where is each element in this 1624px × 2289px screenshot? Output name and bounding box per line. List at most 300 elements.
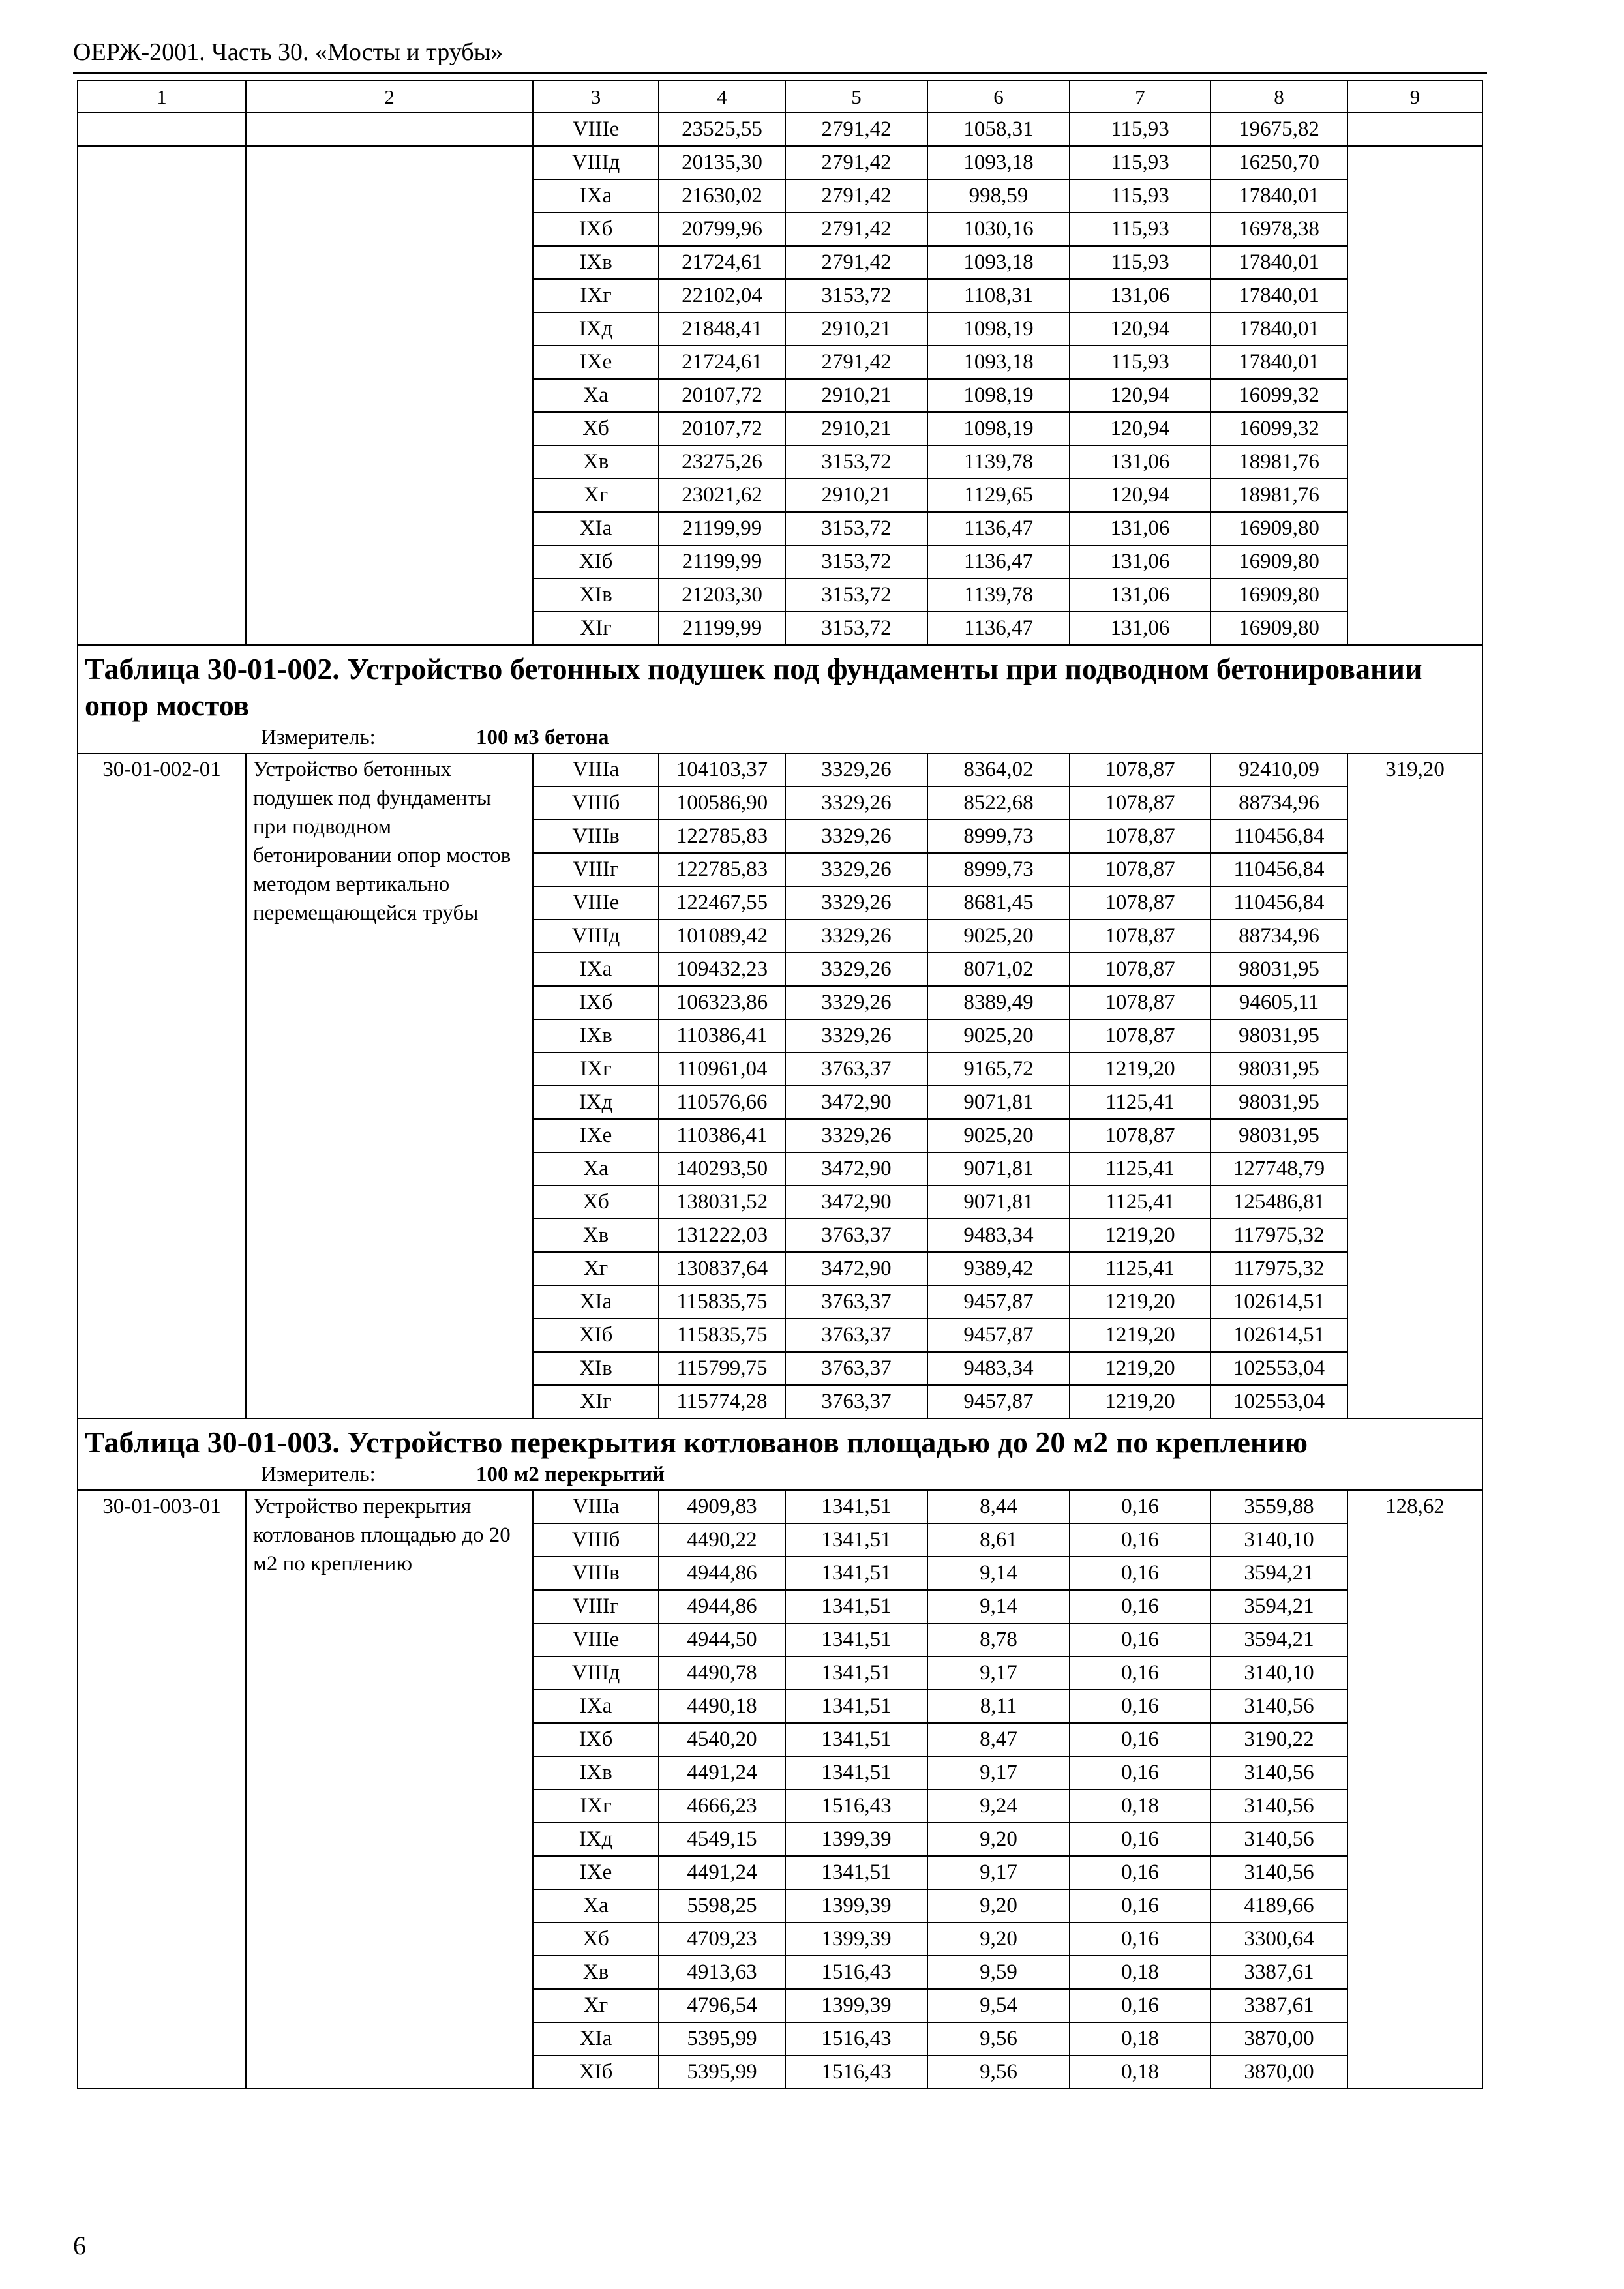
value-cell: 1125,41 bbox=[1070, 1186, 1210, 1219]
value-cell: 20107,72 bbox=[659, 379, 785, 412]
value-cell: 1219,20 bbox=[1070, 1352, 1210, 1385]
value-cell: 21203,30 bbox=[659, 578, 785, 612]
value-cell: 106323,86 bbox=[659, 986, 785, 1019]
value-cell: 0,18 bbox=[1070, 1956, 1210, 1989]
value-cell: 3870,00 bbox=[1210, 2022, 1347, 2056]
value-cell: 117975,32 bbox=[1210, 1252, 1347, 1285]
value-cell: 8,78 bbox=[927, 1623, 1070, 1656]
value-cell: 3140,56 bbox=[1210, 1823, 1347, 1856]
value-cell: 1129,65 bbox=[927, 479, 1070, 512]
value-cell: 1078,87 bbox=[1070, 753, 1210, 786]
empty-cell bbox=[246, 512, 533, 545]
value-cell: 3329,26 bbox=[785, 886, 927, 920]
value-cell: 1078,87 bbox=[1070, 986, 1210, 1019]
value-cell: 4944,86 bbox=[659, 1590, 785, 1623]
empty-cell bbox=[1347, 213, 1482, 246]
zone-cell: XIб bbox=[533, 545, 659, 578]
zone-cell: IXг bbox=[533, 279, 659, 312]
value-cell: 3329,26 bbox=[785, 853, 927, 886]
column-number: 5 bbox=[785, 80, 927, 113]
value-cell: 20107,72 bbox=[659, 412, 785, 445]
value-cell: 102614,51 bbox=[1210, 1285, 1347, 1319]
value-cell: 3190,22 bbox=[1210, 1723, 1347, 1756]
value-cell: 127748,79 bbox=[1210, 1152, 1347, 1186]
zone-cell: Xв bbox=[533, 1219, 659, 1252]
value-cell: 88734,96 bbox=[1210, 786, 1347, 820]
value-cell: 1078,87 bbox=[1070, 1119, 1210, 1152]
empty-cell bbox=[246, 312, 533, 346]
value-cell: 0,16 bbox=[1070, 1623, 1210, 1656]
zone-cell: VIIIв bbox=[533, 1557, 659, 1590]
empty-cell bbox=[78, 445, 246, 479]
header-rule bbox=[73, 72, 1487, 74]
value-cell: 16099,32 bbox=[1210, 412, 1347, 445]
value-cell: 2791,42 bbox=[785, 213, 927, 246]
zone-cell: Xб bbox=[533, 1922, 659, 1956]
table-row bbox=[78, 479, 1482, 512]
value-cell: 131,06 bbox=[1070, 545, 1210, 578]
value-cell: 9,20 bbox=[927, 1922, 1070, 1956]
column-number: 2 bbox=[246, 80, 533, 113]
value-cell: 1078,87 bbox=[1070, 1019, 1210, 1053]
value-cell: 122785,83 bbox=[659, 853, 785, 886]
value-cell: 4796,54 bbox=[659, 1989, 785, 2022]
value-cell: 131,06 bbox=[1070, 279, 1210, 312]
empty-cell bbox=[1347, 113, 1482, 146]
value-cell: 1078,87 bbox=[1070, 786, 1210, 820]
value-cell: 22102,04 bbox=[659, 279, 785, 312]
zone-cell: IXе bbox=[533, 1119, 659, 1152]
value-cell: 98031,95 bbox=[1210, 1053, 1347, 1086]
value-cell: 3140,56 bbox=[1210, 1690, 1347, 1723]
zone-cell: XIв bbox=[533, 578, 659, 612]
value-cell: 8,47 bbox=[927, 1723, 1070, 1756]
value-cell: 3153,72 bbox=[785, 279, 927, 312]
value-cell: 120,94 bbox=[1070, 379, 1210, 412]
value-cell: 3763,37 bbox=[785, 1285, 927, 1319]
value-cell: 3140,56 bbox=[1210, 1789, 1347, 1823]
value-cell: 1399,39 bbox=[785, 1989, 927, 2022]
table-title: Таблица 30-01-003. Устройство перекрытия котлованов площадью до 20 м2 по креплению bbox=[85, 1426, 1308, 1459]
column-number: 3 bbox=[533, 80, 659, 113]
empty-cell bbox=[78, 312, 246, 346]
table-title-row bbox=[78, 645, 1482, 753]
value-cell: 8389,49 bbox=[927, 986, 1070, 1019]
value-cell: 1078,87 bbox=[1070, 853, 1210, 886]
value-cell: 1093,18 bbox=[927, 246, 1070, 279]
value-cell: 9,17 bbox=[927, 1656, 1070, 1690]
table-row bbox=[78, 213, 1482, 246]
value-cell: 115,93 bbox=[1070, 146, 1210, 179]
value-cell: 9,20 bbox=[927, 1823, 1070, 1856]
value-cell: 1341,51 bbox=[785, 1756, 927, 1789]
empty-cell bbox=[1347, 246, 1482, 279]
empty-cell bbox=[78, 479, 246, 512]
value-cell: 3153,72 bbox=[785, 545, 927, 578]
value-cell: 17840,01 bbox=[1210, 246, 1347, 279]
value-cell: 1139,78 bbox=[927, 578, 1070, 612]
value-cell: 8,44 bbox=[927, 1490, 1070, 1523]
value-cell: 9071,81 bbox=[927, 1152, 1070, 1186]
value-cell: 4540,20 bbox=[659, 1723, 785, 1756]
value-cell: 4913,63 bbox=[659, 1956, 785, 1989]
empty-cell bbox=[1347, 545, 1482, 578]
value-cell: 1399,39 bbox=[785, 1823, 927, 1856]
value-cell: 1136,47 bbox=[927, 512, 1070, 545]
measure-line bbox=[85, 725, 1475, 750]
value-cell: 1341,51 bbox=[785, 1557, 927, 1590]
value-cell: 1341,51 bbox=[785, 1523, 927, 1557]
value-cell: 4491,24 bbox=[659, 1756, 785, 1789]
table-title-row bbox=[78, 1418, 1482, 1490]
zone-cell: Xа bbox=[533, 379, 659, 412]
value-cell: 17840,01 bbox=[1210, 312, 1347, 346]
value-cell: 1219,20 bbox=[1070, 1319, 1210, 1352]
column-number: 4 bbox=[659, 80, 785, 113]
zone-cell: VIIIд bbox=[533, 1656, 659, 1690]
value-cell: 122785,83 bbox=[659, 820, 785, 853]
value-cell: 1516,43 bbox=[785, 1956, 927, 1989]
empty-cell bbox=[1347, 512, 1482, 545]
zone-cell: IXб bbox=[533, 213, 659, 246]
table-title-cell bbox=[78, 1418, 1482, 1490]
empty-cell bbox=[78, 412, 246, 445]
zone-cell: IXа bbox=[533, 1690, 659, 1723]
value-cell: 1516,43 bbox=[785, 2056, 927, 2089]
value-cell: 18981,76 bbox=[1210, 479, 1347, 512]
value-cell: 115,93 bbox=[1070, 246, 1210, 279]
value-cell: 3594,21 bbox=[1210, 1590, 1347, 1623]
value-cell: 102614,51 bbox=[1210, 1319, 1347, 1352]
value-cell: 1125,41 bbox=[1070, 1086, 1210, 1119]
value-cell: 0,16 bbox=[1070, 1590, 1210, 1623]
value-cell: 3329,26 bbox=[785, 820, 927, 853]
value-cell: 9457,87 bbox=[927, 1285, 1070, 1319]
value-cell: 0,16 bbox=[1070, 1756, 1210, 1789]
table-row bbox=[78, 346, 1482, 379]
value-cell: 131,06 bbox=[1070, 578, 1210, 612]
value-cell: 88734,96 bbox=[1210, 920, 1347, 953]
value-cell: 4490,22 bbox=[659, 1523, 785, 1557]
value-cell: 9025,20 bbox=[927, 1019, 1070, 1053]
value-cell: 2791,42 bbox=[785, 113, 927, 146]
column-number: 6 bbox=[927, 80, 1070, 113]
empty-cell bbox=[246, 113, 533, 146]
value-cell: 21199,99 bbox=[659, 612, 785, 645]
zone-cell: Xа bbox=[533, 1889, 659, 1922]
value-cell: 3763,37 bbox=[785, 1219, 927, 1252]
value-cell: 110576,66 bbox=[659, 1086, 785, 1119]
labor-cost: 128,62 bbox=[1347, 1490, 1482, 2089]
value-cell: 8999,73 bbox=[927, 820, 1070, 853]
value-cell: 140293,50 bbox=[659, 1152, 785, 1186]
empty-cell bbox=[1347, 279, 1482, 312]
zone-cell: Xа bbox=[533, 1152, 659, 1186]
zone-cell: VIIIг bbox=[533, 853, 659, 886]
empty-cell bbox=[246, 346, 533, 379]
value-cell: 122467,55 bbox=[659, 886, 785, 920]
value-cell: 5395,99 bbox=[659, 2056, 785, 2089]
value-cell: 3329,26 bbox=[785, 753, 927, 786]
table-row bbox=[78, 279, 1482, 312]
value-cell: 1098,19 bbox=[927, 379, 1070, 412]
value-cell: 1219,20 bbox=[1070, 1285, 1210, 1319]
value-cell: 0,18 bbox=[1070, 2056, 1210, 2089]
value-cell: 9025,20 bbox=[927, 920, 1070, 953]
value-cell: 3140,10 bbox=[1210, 1656, 1347, 1690]
empty-cell bbox=[246, 146, 533, 179]
column-number: 1 bbox=[78, 80, 246, 113]
value-cell: 9165,72 bbox=[927, 1053, 1070, 1086]
value-cell: 5395,99 bbox=[659, 2022, 785, 2056]
value-cell: 4491,24 bbox=[659, 1856, 785, 1889]
value-cell: 1341,51 bbox=[785, 1856, 927, 1889]
table-body bbox=[78, 80, 1482, 2089]
value-cell: 0,16 bbox=[1070, 1856, 1210, 1889]
zone-cell: XIб bbox=[533, 2056, 659, 2089]
empty-cell bbox=[78, 512, 246, 545]
table-row bbox=[78, 412, 1482, 445]
value-cell: 18981,76 bbox=[1210, 445, 1347, 479]
value-cell: 8522,68 bbox=[927, 786, 1070, 820]
value-cell: 2791,42 bbox=[785, 179, 927, 213]
value-cell: 1030,16 bbox=[927, 213, 1070, 246]
value-cell: 115799,75 bbox=[659, 1352, 785, 1385]
value-cell: 1341,51 bbox=[785, 1723, 927, 1756]
value-cell: 16909,80 bbox=[1210, 545, 1347, 578]
labor-cost: 319,20 bbox=[1347, 753, 1482, 1418]
value-cell: 9,56 bbox=[927, 2022, 1070, 2056]
value-cell: 9,56 bbox=[927, 2056, 1070, 2089]
zone-cell: XIа bbox=[533, 2022, 659, 2056]
empty-cell bbox=[246, 445, 533, 479]
value-cell: 5598,25 bbox=[659, 1889, 785, 1922]
value-cell: 104103,37 bbox=[659, 753, 785, 786]
value-cell: 0,16 bbox=[1070, 1723, 1210, 1756]
empty-cell bbox=[78, 545, 246, 578]
value-cell: 21630,02 bbox=[659, 179, 785, 213]
value-cell: 125486,81 bbox=[1210, 1186, 1347, 1219]
zone-cell: IXа bbox=[533, 179, 659, 213]
empty-cell bbox=[246, 578, 533, 612]
zone-cell: VIIIг bbox=[533, 1590, 659, 1623]
zone-cell: Xб bbox=[533, 1186, 659, 1219]
value-cell: 98031,95 bbox=[1210, 1086, 1347, 1119]
empty-cell bbox=[78, 179, 246, 213]
value-cell: 1341,51 bbox=[785, 1623, 927, 1656]
value-cell: 3559,88 bbox=[1210, 1490, 1347, 1523]
value-cell: 0,16 bbox=[1070, 1889, 1210, 1922]
empty-cell bbox=[246, 213, 533, 246]
column-number: 9 bbox=[1347, 80, 1482, 113]
value-cell: 138031,52 bbox=[659, 1186, 785, 1219]
value-cell: 102553,04 bbox=[1210, 1352, 1347, 1385]
empty-cell bbox=[78, 279, 246, 312]
value-cell: 9,20 bbox=[927, 1889, 1070, 1922]
value-cell: 3329,26 bbox=[785, 786, 927, 820]
value-cell: 21199,99 bbox=[659, 512, 785, 545]
value-cell: 115835,75 bbox=[659, 1319, 785, 1352]
value-cell: 9025,20 bbox=[927, 1119, 1070, 1152]
table-row bbox=[78, 545, 1482, 578]
value-cell: 0,18 bbox=[1070, 2022, 1210, 2056]
value-cell: 16250,70 bbox=[1210, 146, 1347, 179]
value-cell: 0,16 bbox=[1070, 1690, 1210, 1723]
value-cell: 9071,81 bbox=[927, 1086, 1070, 1119]
empty-cell bbox=[78, 612, 246, 645]
empty-cell bbox=[246, 179, 533, 213]
value-cell: 8,11 bbox=[927, 1690, 1070, 1723]
value-cell: 4944,86 bbox=[659, 1557, 785, 1590]
zone-cell: VIIIв bbox=[533, 820, 659, 853]
zone-cell: VIIIа bbox=[533, 1490, 659, 1523]
zone-cell: Xг bbox=[533, 1252, 659, 1285]
value-cell: 1078,87 bbox=[1070, 820, 1210, 853]
zone-cell: XIа bbox=[533, 1285, 659, 1319]
value-cell: 3153,72 bbox=[785, 612, 927, 645]
zone-cell: Xб bbox=[533, 412, 659, 445]
value-cell: 0,16 bbox=[1070, 1989, 1210, 2022]
value-cell: 92410,09 bbox=[1210, 753, 1347, 786]
zone-cell: XIг bbox=[533, 1385, 659, 1418]
value-cell: 110386,41 bbox=[659, 1119, 785, 1152]
table-title: Таблица 30-01-002. Устройство бетонных подушек под фундаменты при подводном бетонировании опор мостов bbox=[85, 652, 1422, 722]
empty-cell bbox=[1347, 479, 1482, 512]
value-cell: 9,54 bbox=[927, 1989, 1070, 2022]
value-cell: 9,17 bbox=[927, 1856, 1070, 1889]
value-cell: 23021,62 bbox=[659, 479, 785, 512]
value-cell: 3594,21 bbox=[1210, 1557, 1347, 1590]
value-cell: 1219,20 bbox=[1070, 1219, 1210, 1252]
value-cell: 1098,19 bbox=[927, 312, 1070, 346]
value-cell: 1516,43 bbox=[785, 2022, 927, 2056]
value-cell: 1125,41 bbox=[1070, 1252, 1210, 1285]
empty-cell bbox=[246, 612, 533, 645]
value-cell: 131,06 bbox=[1070, 512, 1210, 545]
zone-cell: IXв bbox=[533, 246, 659, 279]
value-cell: 3763,37 bbox=[785, 1352, 927, 1385]
table-row bbox=[78, 146, 1482, 179]
value-cell: 0,18 bbox=[1070, 1789, 1210, 1823]
value-cell: 94605,11 bbox=[1210, 986, 1347, 1019]
value-cell: 9457,87 bbox=[927, 1319, 1070, 1352]
empty-cell bbox=[78, 113, 246, 146]
value-cell: 2791,42 bbox=[785, 346, 927, 379]
zone-cell: Xв bbox=[533, 1956, 659, 1989]
table-row bbox=[78, 612, 1482, 645]
empty-cell bbox=[246, 279, 533, 312]
value-cell: 115,93 bbox=[1070, 179, 1210, 213]
value-cell: 3300,64 bbox=[1210, 1922, 1347, 1956]
value-cell: 2791,42 bbox=[785, 146, 927, 179]
value-cell: 3472,90 bbox=[785, 1086, 927, 1119]
value-cell: 110456,84 bbox=[1210, 820, 1347, 853]
value-cell: 3763,37 bbox=[785, 1319, 927, 1352]
value-cell: 120,94 bbox=[1070, 312, 1210, 346]
value-cell: 21724,61 bbox=[659, 346, 785, 379]
value-cell: 9,14 bbox=[927, 1590, 1070, 1623]
value-cell: 4909,83 bbox=[659, 1490, 785, 1523]
empty-cell bbox=[78, 379, 246, 412]
value-cell: 130837,64 bbox=[659, 1252, 785, 1285]
table-row bbox=[78, 753, 1482, 786]
value-cell: 3153,72 bbox=[785, 445, 927, 479]
empty-cell bbox=[246, 246, 533, 279]
measure-value: 100 м2 перекрытий bbox=[476, 1463, 665, 1486]
zone-cell: IXв bbox=[533, 1756, 659, 1789]
value-cell: 1219,20 bbox=[1070, 1053, 1210, 1086]
value-cell: 8,61 bbox=[927, 1523, 1070, 1557]
value-cell: 3140,56 bbox=[1210, 1756, 1347, 1789]
value-cell: 2910,21 bbox=[785, 379, 927, 412]
zone-cell: XIа bbox=[533, 512, 659, 545]
value-cell: 1078,87 bbox=[1070, 886, 1210, 920]
value-cell: 3387,61 bbox=[1210, 1989, 1347, 2022]
value-cell: 4709,23 bbox=[659, 1922, 785, 1956]
value-cell: 4666,23 bbox=[659, 1789, 785, 1823]
value-cell: 20799,96 bbox=[659, 213, 785, 246]
value-cell: 115,93 bbox=[1070, 346, 1210, 379]
value-cell: 101089,42 bbox=[659, 920, 785, 953]
value-cell: 8681,45 bbox=[927, 886, 1070, 920]
empty-cell bbox=[78, 346, 246, 379]
zone-cell: IXб bbox=[533, 986, 659, 1019]
value-cell: 98031,95 bbox=[1210, 1119, 1347, 1152]
value-cell: 1078,87 bbox=[1070, 920, 1210, 953]
value-cell: 0,16 bbox=[1070, 1922, 1210, 1956]
value-cell: 102553,04 bbox=[1210, 1385, 1347, 1418]
value-cell: 17840,01 bbox=[1210, 346, 1347, 379]
empty-cell bbox=[1347, 379, 1482, 412]
value-cell: 3153,72 bbox=[785, 578, 927, 612]
value-cell: 9,59 bbox=[927, 1956, 1070, 1989]
value-cell: 1078,87 bbox=[1070, 953, 1210, 986]
value-cell: 998,59 bbox=[927, 179, 1070, 213]
item-description: Устройство перекрытия котлованов площадью до 20 м2 по креплению bbox=[246, 1490, 533, 2089]
value-cell: 4944,50 bbox=[659, 1623, 785, 1656]
table-row bbox=[78, 512, 1482, 545]
value-cell: 9,17 bbox=[927, 1756, 1070, 1789]
zone-cell: VIIIб bbox=[533, 786, 659, 820]
value-cell: 9,24 bbox=[927, 1789, 1070, 1823]
item-code: 30-01-003-01 bbox=[78, 1490, 246, 2089]
zone-cell: VIIIд bbox=[533, 146, 659, 179]
empty-cell bbox=[1347, 578, 1482, 612]
page-number: 6 bbox=[73, 2231, 86, 2260]
zone-cell: VIIIе bbox=[533, 886, 659, 920]
running-header: ОЕРЖ-2001. Часть 30. «Мосты и трубы» bbox=[73, 38, 504, 66]
value-cell: 3153,72 bbox=[785, 512, 927, 545]
value-cell: 23525,55 bbox=[659, 113, 785, 146]
zone-cell: XIг bbox=[533, 612, 659, 645]
value-cell: 0,16 bbox=[1070, 1490, 1210, 1523]
value-cell: 16978,38 bbox=[1210, 213, 1347, 246]
value-cell: 21724,61 bbox=[659, 246, 785, 279]
zone-cell: XIв bbox=[533, 1352, 659, 1385]
value-cell: 1341,51 bbox=[785, 1490, 927, 1523]
value-cell: 23275,26 bbox=[659, 445, 785, 479]
empty-cell bbox=[78, 213, 246, 246]
zone-cell: IXг bbox=[533, 1789, 659, 1823]
zone-cell: IXг bbox=[533, 1053, 659, 1086]
zone-cell: IXд bbox=[533, 1086, 659, 1119]
value-cell: 1058,31 bbox=[927, 113, 1070, 146]
table-row bbox=[78, 179, 1482, 213]
empty-cell bbox=[246, 379, 533, 412]
value-cell: 3870,00 bbox=[1210, 2056, 1347, 2089]
empty-cell bbox=[78, 146, 246, 179]
value-cell: 1125,41 bbox=[1070, 1152, 1210, 1186]
